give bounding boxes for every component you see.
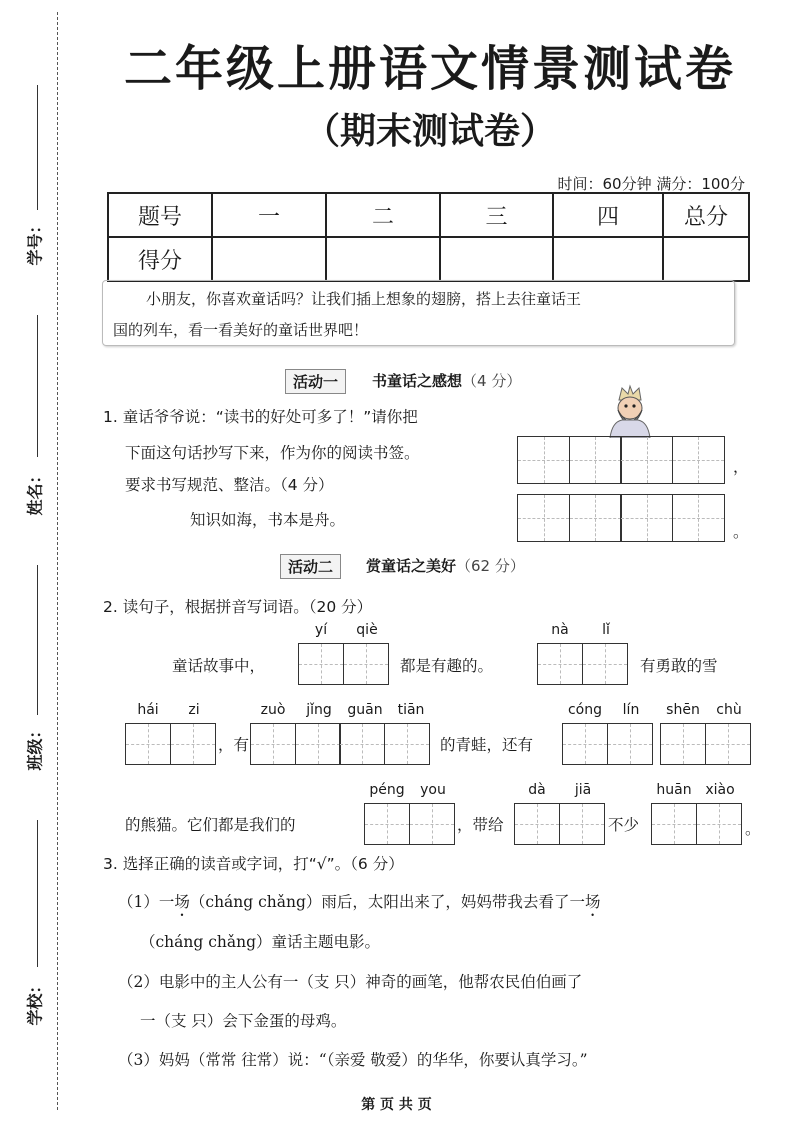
pinyin-syllable: yí [314, 622, 328, 638]
pinyin-syllable: hái [137, 702, 159, 718]
q1-sentence: 知识如海，书本是舟。 [190, 511, 346, 529]
pinyin-label [250, 702, 434, 718]
q3-text: （1）一 [118, 893, 175, 911]
pinyin-label [298, 622, 390, 638]
q3-emphasized-char: 场 [174, 893, 190, 911]
grid-cell[interactable] [672, 436, 725, 484]
answer-grid [514, 803, 605, 845]
grid-cell[interactable] [517, 436, 570, 484]
grid-cell[interactable] [295, 723, 341, 765]
q2-text: 不少 [608, 816, 640, 834]
class-label: 班级： [25, 722, 45, 771]
column-header: 四 [553, 193, 663, 237]
pinyin-label [364, 782, 456, 798]
column-header: 三 [440, 193, 553, 237]
q2-text: 有勇敢的雪 [640, 657, 718, 675]
answer-grid [537, 643, 628, 685]
q3-item-2-cont: 一（支 只）会下金蛋的母鸡。 [140, 1012, 347, 1030]
q3-item-3: （3）妈妈（常常 往常）说：“（亲爱 敬爱）的华华，你要认真学习。” [118, 1051, 588, 1069]
name-field[interactable] [37, 315, 38, 457]
pinyin-syllable: péng [369, 782, 405, 798]
score-table [107, 192, 750, 282]
pinyin-syllable: zuò [260, 702, 286, 718]
pinyin-label [562, 702, 654, 718]
score-cell[interactable] [663, 237, 749, 281]
q1-line: 要求书写规范、整洁。（4 分） [125, 476, 334, 494]
class-field[interactable] [37, 565, 38, 715]
q3-item-2: （2）电影中的主人公有一（支 只）神奇的画笔，他帮农民伯伯画了 [118, 973, 583, 991]
score-cell[interactable] [440, 237, 553, 281]
pinyin-syllable: tiān [397, 702, 425, 718]
activity-2-label: 活动二 [280, 554, 341, 579]
pinyin-syllable: jiā [574, 782, 592, 798]
grid-cell[interactable] [409, 803, 455, 845]
pinyin-label [537, 622, 629, 638]
q2-text: ，有 [218, 736, 250, 754]
grid-cell[interactable] [517, 494, 570, 542]
pinyin-syllable: shēn [666, 702, 700, 718]
grid-cell[interactable] [339, 723, 385, 765]
answer-grid [660, 723, 751, 765]
score-table-header-row [108, 193, 749, 237]
activity-title-text: 赏童话之美好 [366, 557, 457, 575]
grid-cell[interactable] [125, 723, 171, 765]
pinyin-syllable: guān [347, 702, 383, 718]
column-header: 总分 [663, 193, 749, 237]
pinyin-syllable: jǐng [306, 702, 332, 718]
pinyin-syllable: lín [622, 702, 640, 718]
writing-grid-row [517, 436, 725, 484]
row-header: 题号 [108, 193, 212, 237]
answer-grid [298, 643, 389, 685]
q3-prompt: 3. 选择正确的读音或字词，打“√”。（6 分） [103, 855, 404, 873]
time-info: 时间：60分钟 满分：100分 [557, 175, 745, 193]
pinyin-syllable: lǐ [602, 622, 610, 638]
grid-cell[interactable] [607, 723, 653, 765]
pinyin-label [514, 782, 606, 798]
pinyin-syllable: chù [716, 702, 742, 718]
answer-grid [651, 803, 742, 845]
q2-text: 童话故事中， [172, 657, 266, 675]
activity-title-text: 书童话之感想 [372, 372, 463, 390]
q1-comma: ， [733, 458, 749, 476]
school-field[interactable] [37, 820, 38, 967]
answer-grid [125, 723, 216, 765]
activity-points: （4 分） [462, 372, 522, 390]
q3-text: （cháng chǎng）雨后，太阳出来了，妈妈带我去看了一 [189, 893, 585, 911]
grid-cell[interactable] [384, 723, 430, 765]
activity-1-title [372, 370, 521, 391]
pinyin-label [660, 702, 752, 718]
column-header: 一 [212, 193, 326, 237]
pinyin-label [125, 702, 217, 718]
writing-grid-row [517, 494, 725, 542]
row-header: 得分 [108, 237, 212, 281]
grid-cell[interactable] [620, 494, 673, 542]
school-label: 学校： [25, 977, 45, 1026]
page-footer: 第 页 共 页 [361, 1097, 432, 1113]
pinyin-syllable: xiào [705, 782, 735, 798]
pinyin-syllable: dà [528, 782, 546, 798]
score-table-score-row [108, 237, 749, 281]
score-cell[interactable] [212, 237, 326, 281]
pinyin-syllable: qiè [356, 622, 378, 638]
grid-cell[interactable] [651, 803, 697, 845]
grid-cell[interactable] [620, 436, 673, 484]
q1-line: 1. 童话爷爷说：“读书的好处可多了！”请你把 [103, 408, 418, 426]
name-label: 姓名： [25, 467, 45, 516]
grid-cell[interactable] [705, 723, 751, 765]
q2-text: 的熊猫。它们都是我们的 [125, 816, 296, 834]
pinyin-syllable: you [420, 782, 446, 798]
grid-cell[interactable] [559, 803, 605, 845]
intro-line: 国的列车，看一看美好的童话世界吧！ [113, 321, 369, 339]
grid-cell[interactable] [170, 723, 216, 765]
page-subtitle: （期末测试卷） [303, 111, 556, 152]
score-cell[interactable] [326, 237, 440, 281]
grid-cell[interactable] [569, 436, 622, 484]
q3-item-1 [118, 890, 600, 920]
grid-cell[interactable] [582, 643, 628, 685]
pinyin-syllable: huān [656, 782, 692, 798]
pinyin-syllable: nà [551, 622, 569, 638]
grid-cell[interactable] [562, 723, 608, 765]
grid-cell[interactable] [343, 643, 389, 685]
answer-grid [562, 723, 653, 765]
pinyin-label [651, 782, 743, 798]
q2-text: 都是有趣的。 [400, 657, 494, 675]
score-cell[interactable] [553, 237, 663, 281]
q2-text: 。 [745, 820, 761, 838]
intro-line: 小朋友，你喜欢童话吗？让我们插上想象的翅膀，搭上去往童话王 [146, 290, 582, 308]
grid-cell[interactable] [298, 643, 344, 685]
intro-box [102, 280, 735, 346]
binding-dashed-line [57, 12, 58, 1110]
grid-cell[interactable] [537, 643, 583, 685]
page-title: 二年级上册语文情景测试卷 [123, 41, 736, 97]
grid-cell[interactable] [672, 494, 725, 542]
q2-text: 的青蛙，还有 [440, 736, 534, 754]
q2-prompt: 2. 读句子，根据拼音写词语。（20 分） [103, 598, 373, 616]
student-id-label: 学号： [25, 217, 45, 266]
grid-cell[interactable] [660, 723, 706, 765]
pinyin-syllable: cóng [567, 702, 603, 718]
grid-cell[interactable] [364, 803, 410, 845]
activity-2-title [366, 555, 525, 576]
answer-grid [250, 723, 430, 765]
grid-cell[interactable] [696, 803, 742, 845]
pinyin-syllable: zi [188, 702, 200, 718]
fairy-grandpa-illustration [602, 384, 658, 438]
q2-text: ，带给 [457, 816, 504, 834]
q1-period: 。 [733, 523, 749, 541]
q3-item-1-cont: （cháng chǎng）童话主题电影。 [140, 933, 381, 951]
activity-1-label: 活动一 [285, 369, 346, 394]
column-header: 二 [326, 193, 440, 237]
q3-emphasized-char: 场 [584, 893, 601, 911]
activity-points: （62 分） [456, 557, 525, 575]
q1-line: 下面这句话抄写下来，作为你的阅读书签。 [125, 444, 420, 462]
grid-cell[interactable] [514, 803, 560, 845]
grid-cell[interactable] [569, 494, 622, 542]
answer-grid [364, 803, 455, 845]
grid-cell[interactable] [250, 723, 296, 765]
